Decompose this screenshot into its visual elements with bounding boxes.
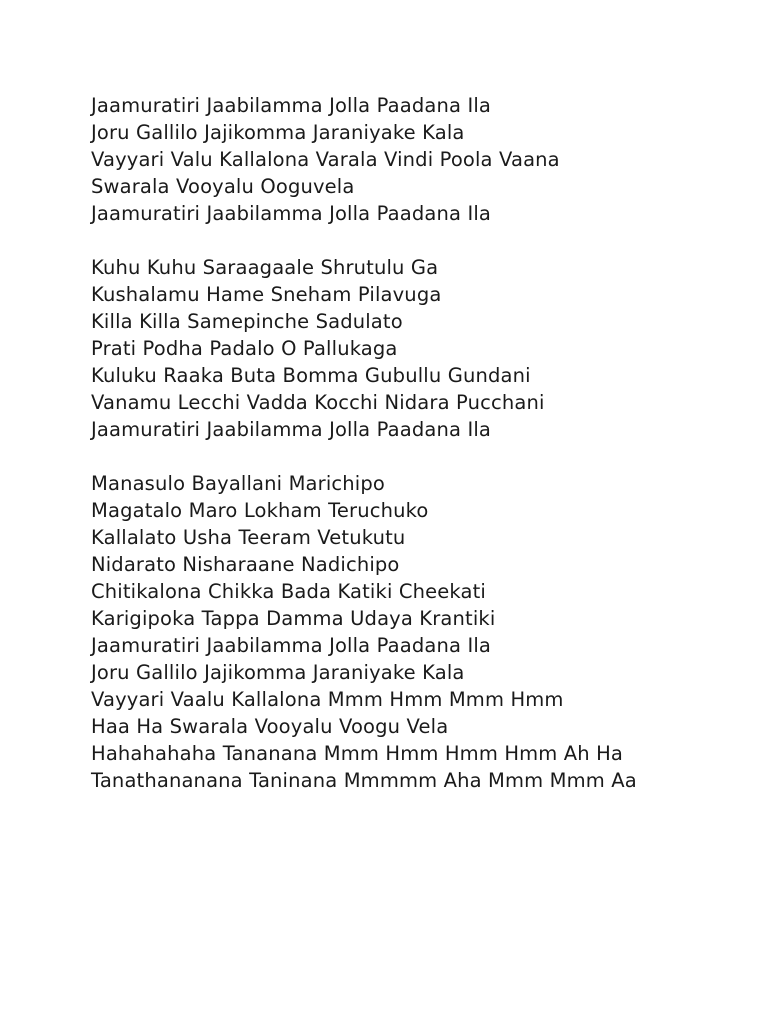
lyric-line: Jaamuratiri Jaabilamma Jolla Paadana Ila — [91, 202, 492, 225]
lyric-line: Jaamuratiri Jaabilamma Jolla Paadana Ila — [91, 94, 492, 117]
lyric-line: Vanamu Lecchi Vadda Kocchi Nidara Pucchani — [91, 391, 545, 414]
lyric-line: Kuhu Kuhu Saraagaale Shrutulu Ga — [91, 256, 439, 279]
stanza-2 — [91, 254, 751, 443]
lyric-line: Hahahahaha Tananana Mmm Hmm Hmm Hmm Ah Ha — [91, 742, 624, 765]
lyric-line: Joru Gallilo Jajikomma Jaraniyake Kala — [91, 121, 465, 144]
lyric-line: Vayyari Valu Kallalona Varala Vindi Poola Vaana — [91, 148, 560, 171]
lyric-line: Jaamuratiri Jaabilamma Jolla Paadana Ila — [91, 418, 492, 441]
lyric-line: Kuluku Raaka Buta Bomma Gubullu Gundani — [91, 364, 531, 387]
lyric-line: Magatalo Maro Lokham Teruchuko — [91, 499, 429, 522]
lyric-line: Tanathananana Taninana Mmmmm Aha Mmm Mmm Aa — [91, 769, 637, 792]
lyric-line: Haa Ha Swarala Vooyalu Voogu Vela — [91, 715, 449, 738]
lyric-line: Manasulo Bayallani Marichipo — [91, 472, 385, 495]
lyrics-body — [91, 92, 751, 794]
lyric-line: Jaamuratiri Jaabilamma Jolla Paadana Ila — [91, 634, 492, 657]
lyric-line: Nidarato Nisharaane Nadichipo — [91, 553, 400, 576]
lyric-line: Kallalato Usha Teeram Vetukutu — [91, 526, 406, 549]
lyric-line: Karigipoka Tappa Damma Udaya Krantiki — [91, 607, 496, 630]
stanza-3 — [91, 470, 751, 794]
lyric-line: Chitikalona Chikka Bada Katiki Cheekati — [91, 580, 486, 603]
lyric-line: Joru Gallilo Jajikomma Jaraniyake Kala — [91, 661, 465, 684]
lyric-line: Kushalamu Hame Sneham Pilavuga — [91, 283, 442, 306]
stanza-1 — [91, 92, 751, 227]
lyric-line: Prati Podha Padalo O Pallukaga — [91, 337, 398, 360]
lyric-line: Killa Killa Samepinche Sadulato — [91, 310, 403, 333]
lyric-line: Swarala Vooyalu Ooguvela — [91, 175, 355, 198]
lyric-line: Vayyari Vaalu Kallalona Mmm Hmm Mmm Hmm — [91, 688, 564, 711]
